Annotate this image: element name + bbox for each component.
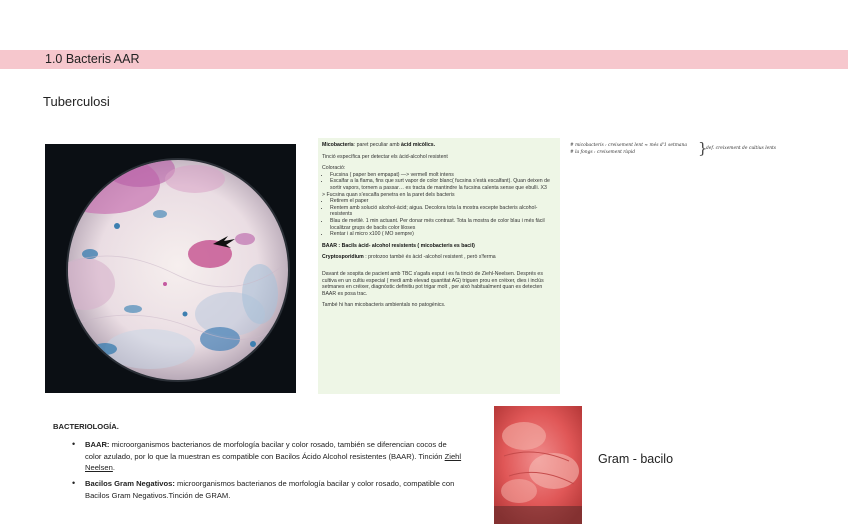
definition-line [322, 142, 556, 149]
handwritten-notes [570, 142, 687, 156]
crypto-text: : protozoo també és àcid -alcohol resistent , però s'ferma [363, 254, 496, 261]
list-item: • Fucsina ( paper ben empapat) —> vermell molt intens [330, 172, 556, 179]
list-item: • Rentar i al micro x100 ( MO sempre) [330, 231, 556, 238]
definition-term: Micobacteris [322, 142, 354, 148]
list-item: • Blau de metilè. 1 min actuant. Per donar més contrast. Tota la mostra de color blau i més fàcil localitzar grups de bacils color liloses [330, 218, 556, 231]
baar-line [322, 243, 556, 250]
item-text: microorganismos bacterianos de morfología bacilar y color rosado, compatible con Bacilos Gram Negativos.Tinción de GRAM. [85, 479, 455, 500]
handwritten-line: # la fongs : creixement ràpid [570, 150, 636, 155]
coloracio-list [322, 172, 556, 192]
section-banner [0, 50, 848, 69]
list-item [85, 439, 463, 474]
crypto-line [322, 254, 556, 261]
handwritten-side-note: def. creixement de cultius lents [706, 146, 777, 151]
notes-panel [318, 138, 560, 394]
item-term: Bacilos Gram Negativos: [85, 479, 175, 489]
list-item: • Escalfar a la flama, fins que surt vapor de color blanc( fucsina s'està escalfant). Quan deixen de sortir vapors, tornem a passar… es tracta de mantindre la fucsina calenta sense que ebulli. X3 [330, 178, 556, 191]
crypto-term: Cryptosporidium [322, 254, 364, 261]
topic-title: Tuberculosi [43, 94, 110, 109]
list-item: • Retirem el paper [330, 198, 556, 205]
definition-emphasis: àcid micòlics. [401, 142, 436, 148]
list-item: • Rentem amb solució alcohol-àcid; aigua. Decolora tota la mostra excepte bacteris alcohol-resistents [330, 205, 556, 218]
tincio-line: Tinció específica per detectar els àcid-alcohol resistent [322, 153, 448, 160]
gram-label: Gram - bacilo [598, 452, 674, 466]
fucsina-list [322, 198, 556, 238]
bacteriology-list [53, 439, 463, 502]
gram-stain-photo [494, 406, 582, 524]
item-term: BAAR: [85, 439, 110, 449]
bacteriology-section [53, 421, 463, 506]
baar-text: BAAR : Bacils àcid- alcohol resistents ( micobacteris es bacil) [322, 242, 475, 249]
coloracio-title: Coloració: [322, 165, 346, 172]
tambe-line: També hi han micobacteris ambientals no patogènics. [322, 302, 446, 309]
definition-text: : paret peculiar amb [353, 142, 402, 148]
fucsina-line: > Fucsina quan s'escalfa penetra en la paret dels bacteris [322, 191, 455, 198]
microscope-photo [45, 144, 296, 393]
ziehl-neelsen-link[interactable]: Ziehl Neelsen [85, 451, 462, 473]
item-text: microorganismos bacterianos de morfología bacilar y color rosado, también se diferencian cocos de color azulado, por lo que la muestran es compatible con Bacilos Ácido Alcohol resistentes (BAAR). Tinción [85, 439, 447, 461]
handwritten-line: # micobacteris : creixement lent ≈ més d'1 setmana [570, 143, 687, 148]
item-end: . [112, 463, 115, 473]
davant-paragraph: Davant de sospita de pacient amb TBC s'agafa esput i es fa tinció de Ziehl-Neelsen. Després es cultiva en un cultiu especial ( medi amb elevad quantitat AG) triguen prou en créixer, dies i inclús setmanes en créixer, diagnòstic definitiu pot trigar molt , per això habitualment quan es detecten BAAR es posa trac. [322, 270, 544, 297]
brace-icon: } [698, 139, 708, 157]
bacteriology-heading: BACTERIOLOGÍA. [53, 422, 119, 431]
section-title: 1.0 Bacteris AAR [45, 52, 140, 66]
list-item [85, 478, 463, 502]
